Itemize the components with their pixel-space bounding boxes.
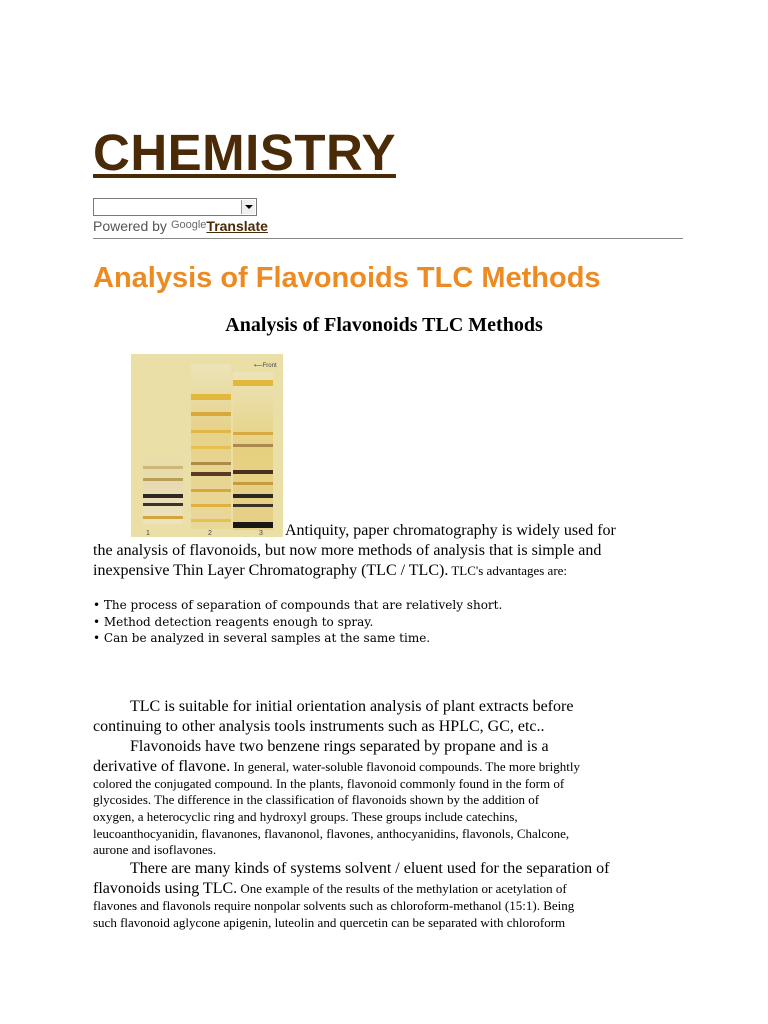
tlc-lane-3 — [233, 372, 273, 530]
advantages-list — [93, 597, 683, 647]
paragraph-1-line-1: TLC is suitable for initial orientation analysis of plant extracts before — [130, 698, 574, 715]
list-item: • Can be analyzed in several samples at the same time. — [93, 631, 431, 645]
paragraph-3-line-2: flavonoids using TLC. One example of the results of the methylation or acetylation of — [93, 880, 567, 897]
chevron-down-icon[interactable] — [241, 200, 255, 214]
intro-line-2: the analysis of flavonoids, but now more methods of analysis that is simple and — [93, 542, 602, 559]
google-translate-attribution — [93, 218, 268, 234]
intro-line-1: Antiquity, paper chromatography is widely used for — [285, 522, 616, 539]
lane-label-2: 2 — [208, 530, 212, 537]
google-logo: Google — [170, 219, 207, 231]
paragraph-2-line-6: leucoanthocyanidin, flavanones, flavanonol, flavones, anthocyanidins, flavonols, Chalcone, — [93, 826, 570, 841]
site-title[interactable]: CHEMISTRY — [93, 124, 396, 181]
paragraph-1-line-2: continuing to other analysis tools instruments such as HPLC, GC, etc.. — [93, 718, 545, 735]
header-divider — [93, 238, 683, 239]
list-item: • Method detection reagents enough to spray. — [93, 614, 374, 629]
tlc-plate-image — [131, 354, 283, 537]
paragraph-2-line-5: oxygen, a heterocyclic ring and hydroxyl groups. These groups include catechins, — [93, 809, 518, 824]
paragraph-2-line-3: colored the conjugated compound. In the plants, flavonoid commonly found in the form of — [93, 776, 565, 791]
tlc-lane-1 — [143, 454, 183, 524]
lane-label-3: 3 — [259, 530, 263, 537]
translate-link[interactable]: Translate — [206, 218, 268, 234]
document-heading: Analysis of Flavonoids TLC Methods — [225, 314, 543, 336]
paragraph-2-line-7: aurone and isoflavones. — [93, 842, 217, 857]
post-title[interactable]: Analysis of Flavonoids TLC Methods — [93, 262, 601, 294]
language-select[interactable] — [93, 198, 257, 216]
list-item: • The process of separation of compounds that are relatively short. — [93, 598, 503, 612]
powered-by-label: Powered by — [93, 218, 167, 234]
intro-line-3: inexpensive Thin Layer Chromatography (TLC / TLC). TLC's advantages are: — [93, 562, 568, 579]
paragraph-2-line-4: glycosides. The difference in the classification of flavonoids shown by the addition of — [93, 792, 540, 807]
paragraph-3-line-3: flavones and flavonols require nonpolar solvents such as chloroform-methanol (15:1). Being — [93, 898, 575, 913]
paragraph-3-line-1: There are many kinds of systems solvent / eluent used for the separation of — [130, 860, 610, 877]
tlc-front-label: ⟵Front — [254, 363, 277, 369]
paragraph-3-line-4: such flavonoid aglycone apigenin, luteolin and quercetin can be separated with chloroform — [93, 915, 566, 930]
paragraph-2-line-2: derivative of flavone. In general, water-soluble flavonoid compounds. The more brightly — [93, 758, 580, 775]
paragraph-2-line-1: Flavonoids have two benzene rings separated by propane and is a — [130, 738, 549, 755]
lane-label-1: 1 — [146, 530, 150, 537]
tlc-lane-2 — [191, 364, 231, 529]
